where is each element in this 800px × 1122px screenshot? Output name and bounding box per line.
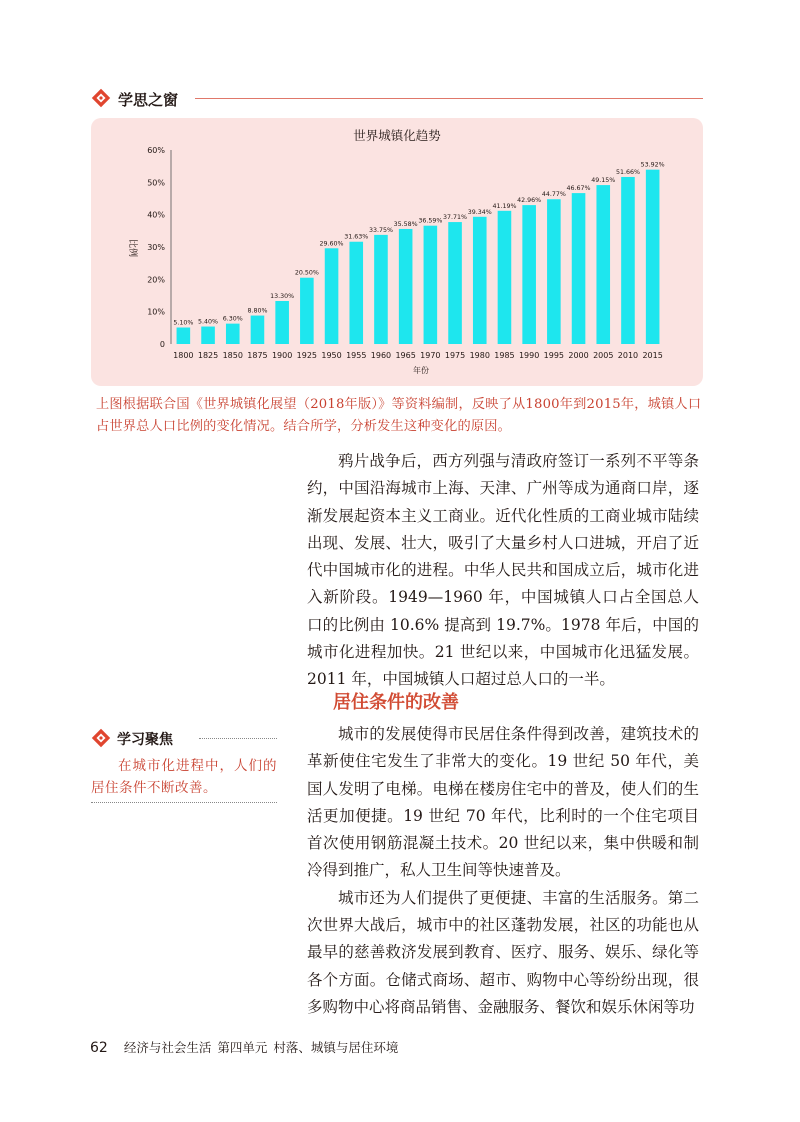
section-title: 学思之窗 [118, 91, 179, 109]
x-tick-label: 1990 [518, 351, 540, 360]
body-paragraph-1 [307, 448, 699, 694]
x-tick-label: 1970 [420, 351, 441, 360]
bar [522, 205, 536, 344]
urbanization-chart [91, 118, 703, 386]
bar-value-label: 51.66% [615, 168, 640, 176]
bar-value-label: 44.77% [541, 191, 566, 199]
bar-value-label: 5.10% [173, 319, 194, 327]
bar [177, 328, 191, 344]
bar [498, 211, 512, 344]
bar [226, 324, 240, 344]
x-tick-label: 1955 [346, 351, 367, 360]
bar-value-label: 29.60% [319, 240, 344, 248]
x-tick-label: 1925 [296, 351, 318, 360]
bar [621, 177, 635, 344]
unit-number: 第四单元 [217, 1040, 268, 1055]
y-tick-label: 0 [159, 340, 165, 349]
bar-value-label: 36.59% [418, 217, 443, 225]
x-tick-label: 2015 [642, 351, 663, 360]
y-tick-label: 30% [147, 243, 165, 252]
diamond-logo-icon [91, 728, 111, 748]
sidebar-header [91, 726, 277, 752]
bar [300, 278, 314, 344]
y-tick-label: 50% [147, 178, 165, 188]
bar-value-label: 6.30% [222, 315, 243, 323]
x-tick-label: 1875 [247, 351, 268, 360]
x-tick-label: 2000 [568, 351, 589, 360]
x-tick-label: 1960 [370, 351, 392, 360]
page-footer [90, 1038, 398, 1056]
x-tick-label: 1800 [173, 351, 194, 360]
x-tick-label: 1900 [271, 351, 293, 360]
x-tick-label: 1995 [543, 351, 565, 360]
y-tick-label: 40% [147, 210, 165, 220]
bar [448, 222, 462, 344]
bar [201, 327, 215, 344]
bar-value-label: 13.30% [270, 293, 295, 300]
bar-value-label: 35.58% [393, 220, 418, 228]
chart-caption: 上图根据联合国《世界城镇化展望（2018年版）》等资料编制，反映了从1800年到2015年，城镇人口占世界总人口比例的变化情况。结合所学，分析发生这种变化的原因。 [96, 397, 702, 434]
chart-title: 世界城镇化趋势 [353, 128, 441, 143]
sidebar-title: 学习聚焦 [117, 732, 173, 748]
bar-value-label: 8.80% [247, 307, 268, 315]
sidebar-divider [199, 738, 277, 739]
x-tick-label: 1850 [222, 351, 243, 360]
bar-value-label: 31.63% [344, 233, 369, 241]
bar [424, 226, 438, 344]
paragraph-text: 鸦片战争后，西方列强与清政府签订一系列不平等条约，中国沿海城市上海、天津、广州等成为通商口岸，逐渐发展起资本主义工商业。近代化性质的工商业城市陆续出现、发展、壮大，吸引了大量乡村人口进城，开启了近代中国城市化的进程。中华人民共和国成立后，城市化进入新阶段。1949—1960 年，中国城镇人口占全国总人口的比例由 10.6% 提高到 19.7%。1978 年后，中国的城市化进程加快。21 世纪以来，中国城市化迅猛发展。2011 年，中国城镇人口超过总人口的一半。 [307, 452, 699, 689]
y-tick-label: 10% [147, 307, 165, 317]
page-number: 62 [90, 1040, 108, 1056]
x-tick-label: 1825 [197, 351, 219, 360]
bar-value-label: 42.96% [517, 197, 542, 205]
paragraph-text: 城市还为人们提供了更便捷、丰富的生活服务。第二次世界大战后，城市中的社区蓬勃发展，社区的功能也从最早的慈善救济发展到教育、医疗、服务、娱乐、绿化等各个方面。仓储式商场、超市、购物中心等纷纷出现，很多购物中心将商品销售、金融服务、餐饮和娱乐休闲等功 [307, 888, 699, 1016]
body-paragraph-2 [307, 721, 699, 1021]
bar [275, 301, 289, 344]
book-title: 经济与社会生活 [123, 1040, 212, 1055]
section-heading: 居住条件的改善 [333, 692, 459, 713]
x-axis-label: 年份 [413, 366, 429, 375]
bar [349, 242, 363, 344]
sidebar-bottom-divider [91, 802, 277, 803]
bar [572, 193, 586, 344]
bar-value-label: 5.40% [198, 318, 219, 326]
x-tick-label: 2005 [593, 351, 614, 360]
section-header [91, 85, 703, 113]
bar [547, 199, 561, 344]
x-tick-label: 1985 [494, 351, 515, 360]
chart-panel [91, 118, 703, 386]
bar-value-label: 33.75% [368, 226, 393, 234]
bar-value-label: 39.34% [467, 208, 492, 216]
diamond-logo-icon [91, 88, 111, 108]
bar [473, 217, 487, 344]
x-tick-label: 1980 [469, 351, 490, 360]
bar-value-label: 37.71% [443, 214, 468, 222]
unit-title: 村落、城镇与居住环境 [273, 1040, 399, 1055]
bar [399, 229, 413, 344]
bar [646, 170, 660, 344]
bar-value-label: 20.50% [294, 269, 319, 277]
bar-value-label: 53.92% [640, 161, 665, 169]
bar [325, 248, 339, 344]
sidebar-text: 在城市化进程中，人们的居住条件不断改善。 [91, 758, 277, 796]
paragraph-text: 城市的发展使得市民居住条件得到改善，建筑技术的革新使住宅发生了非常大的变化。19 世纪 50 年代，美国人发明了电梯。电梯在楼房住宅中的普及，使人们的生活更加便捷。19 世纪 70 年代，比利时的一个住宅项目首次使用钢筋混凝土技术。20 世纪以来，集中供暖和制冷得到推广，私人卫生间等快速普及。 [307, 725, 699, 880]
bar [596, 185, 610, 344]
bar-value-label: 49.15% [591, 177, 616, 185]
x-tick-label: 2010 [617, 351, 639, 360]
bar-value-label: 41.19% [492, 202, 517, 210]
x-tick-label: 1965 [395, 351, 416, 360]
x-tick-label: 1950 [321, 351, 342, 360]
y-tick-label: 20% [147, 275, 165, 285]
section-divider [195, 98, 703, 99]
bar [251, 316, 265, 344]
bar-value-label: 46.67% [566, 185, 591, 193]
x-tick-label: 1975 [444, 351, 466, 360]
y-tick-label: 60% [147, 146, 165, 155]
y-axis-label: 比例 [127, 238, 137, 258]
bar [374, 235, 388, 344]
